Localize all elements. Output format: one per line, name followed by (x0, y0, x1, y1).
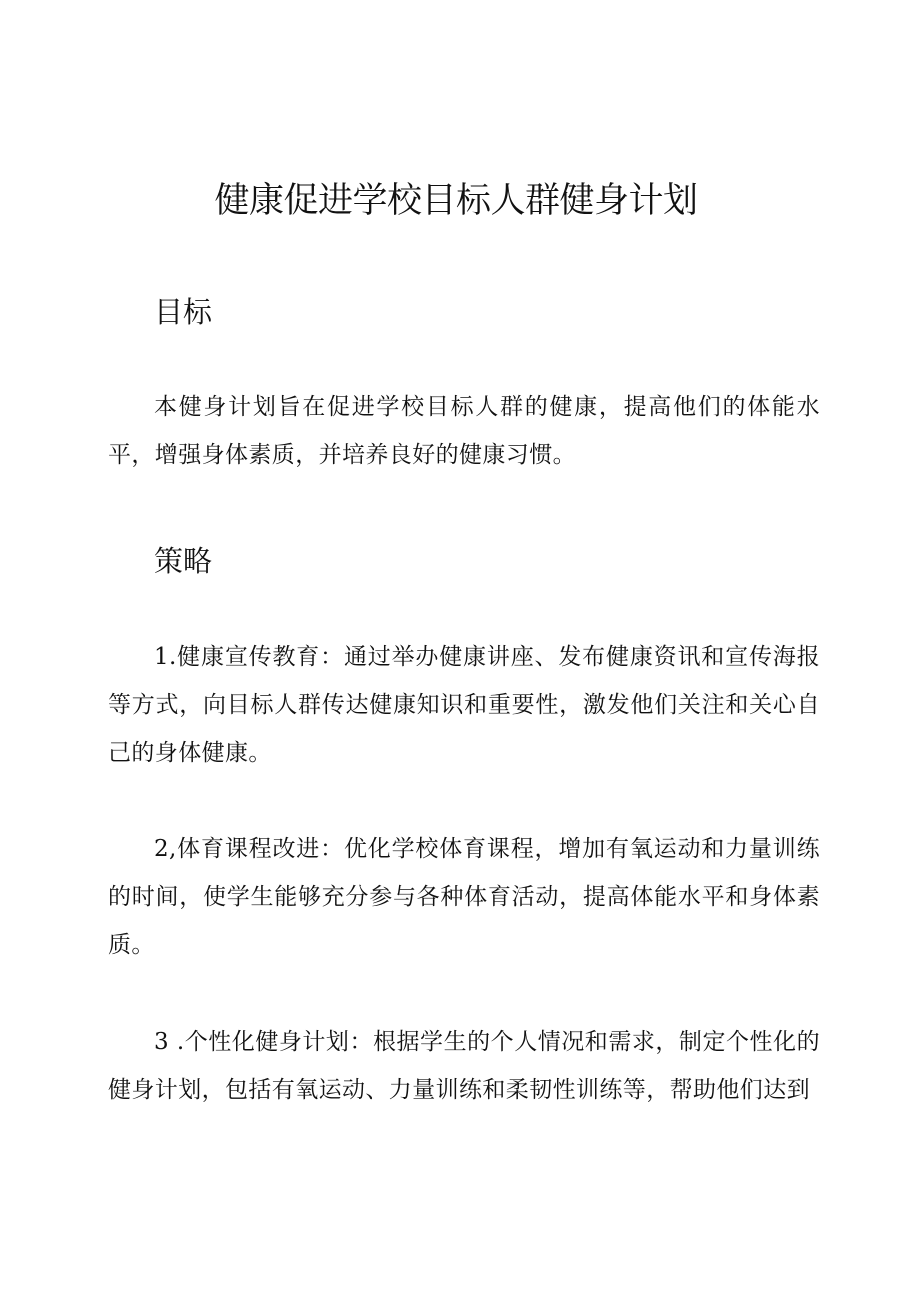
goal-paragraph: 本健身计划旨在促进学校目标人群的健康，提高他们的体能水平，增强身体素质，并培养良好的健康习惯。 (108, 394, 820, 468)
document-title: 健康促进学校目标人群健身计划 (214, 181, 698, 221)
strategy-item-2: 2,体育课程改进：优化学校体育课程，增加有氧运动和力量训练的时间，使学生能够充分参与各种体育活动，提高体能水平和身体素质。 (108, 836, 820, 958)
strategy-item-1: 1.健康宣传教育：通过举办健康讲座、发布健康资讯和宣传海报等方式，向目标人群传达健康知识和重要性，激发他们关注和关心自己的身体健康。 (108, 644, 820, 766)
section-heading-strategy: 策略 (154, 544, 213, 578)
section-heading-goal: 目标 (154, 295, 213, 329)
strategy-item-3: 3 .个性化健身计划：根据学生的个人情况和需求，制定个性化的健身计划，包括有氧运动、力量训练和柔韧性训练等，帮助他们达到 (108, 1029, 820, 1103)
